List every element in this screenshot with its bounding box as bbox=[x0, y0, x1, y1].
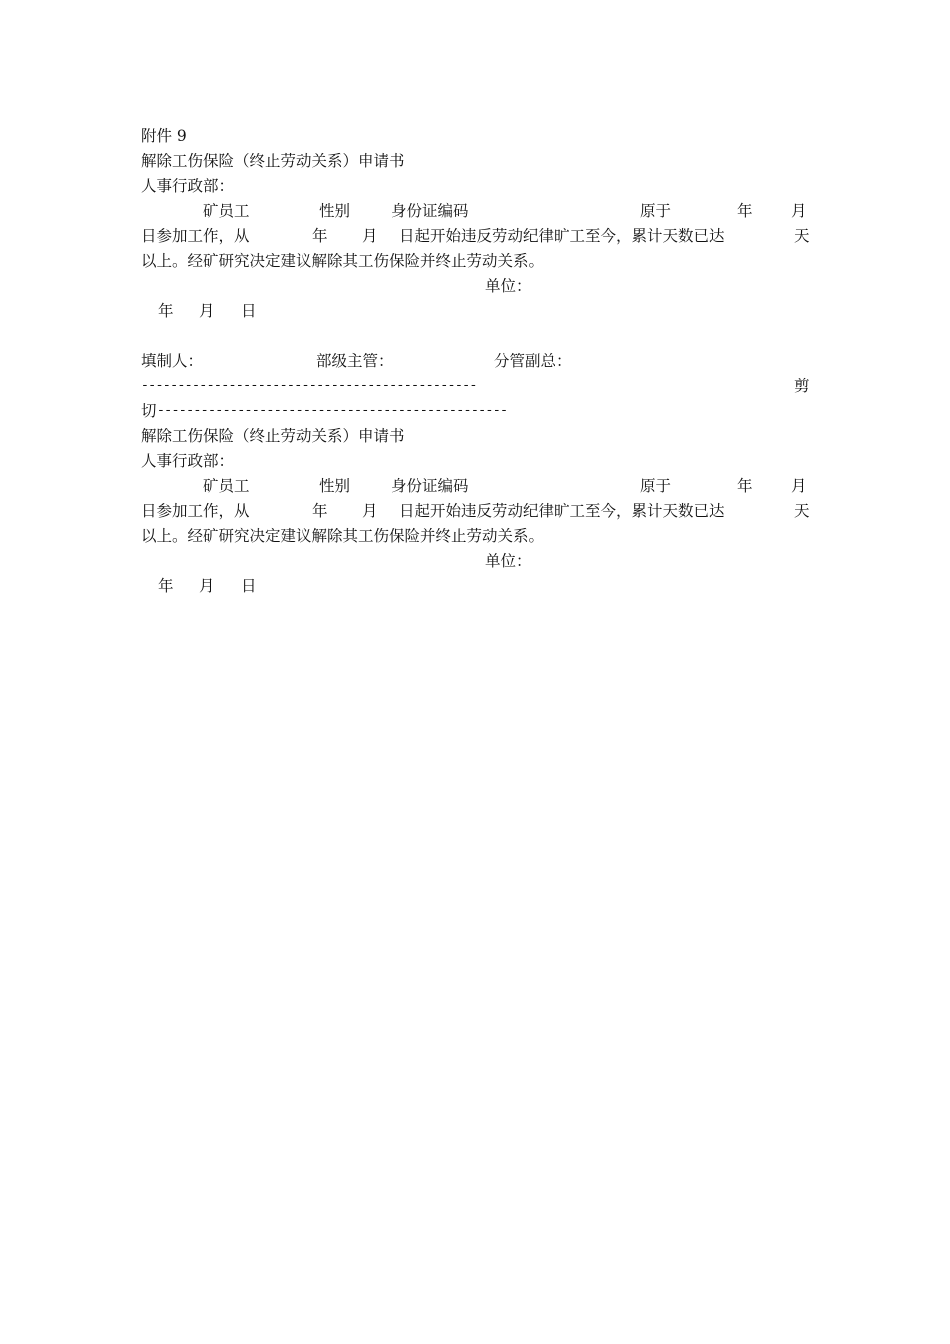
month-label: 月 bbox=[362, 502, 378, 520]
decision-statement: 以上。经矿研究决定建议解除其工伤保险并终止劳动关系。 bbox=[141, 527, 545, 545]
preparer-label: 填制人： bbox=[141, 352, 204, 370]
decision-statement: 以上。经矿研究决定建议解除其工伤保险并终止劳动关系。 bbox=[141, 252, 545, 270]
cut-label-1: 剪 bbox=[794, 377, 810, 395]
year-label: 年 bbox=[737, 477, 753, 495]
attachment-label: 附件 9 bbox=[141, 127, 187, 145]
form-title: 解除工伤保险（终止劳动关系）申请书 bbox=[141, 427, 405, 445]
year-label: 年 bbox=[312, 502, 328, 520]
absence-statement: 日起开始违反劳动纪律旷工至今，累计天数已达 bbox=[399, 227, 725, 245]
days-label: 天 bbox=[794, 502, 810, 520]
gender-label: 性别 bbox=[319, 202, 351, 220]
unit-label: 单位： bbox=[485, 277, 532, 295]
date-month-label: 月 bbox=[199, 577, 215, 595]
cut-line-dashes: ---------------------------------------------- bbox=[141, 378, 477, 393]
date-month-label: 月 bbox=[199, 302, 215, 320]
date-day-label: 日 bbox=[241, 302, 257, 320]
month-label: 月 bbox=[362, 227, 378, 245]
id-code-label: 身份证编码 bbox=[391, 477, 469, 495]
id-code-label: 身份证编码 bbox=[391, 202, 469, 220]
mine-worker-label: 矿员工 bbox=[203, 477, 250, 495]
date-year-label: 年 bbox=[158, 577, 174, 595]
date-year-label: 年 bbox=[158, 302, 174, 320]
originally-label: 原于 bbox=[640, 202, 672, 220]
work-start-label: 日参加工作，从 bbox=[141, 502, 250, 520]
year-label: 年 bbox=[312, 227, 328, 245]
days-label: 天 bbox=[794, 227, 810, 245]
unit-label: 单位： bbox=[485, 552, 532, 570]
dept-head-label: 部级主管： bbox=[316, 352, 394, 370]
month-label: 月 bbox=[791, 477, 807, 495]
vice-general-label: 分管副总： bbox=[494, 352, 572, 370]
recipient-label: 人事行政部： bbox=[141, 452, 235, 470]
cut-line-dashes: ------------------------------------------------ bbox=[157, 403, 508, 418]
gender-label: 性别 bbox=[319, 477, 351, 495]
form-title: 解除工伤保险（终止劳动关系）申请书 bbox=[141, 152, 405, 170]
mine-worker-label: 矿员工 bbox=[203, 202, 250, 220]
work-start-label: 日参加工作，从 bbox=[141, 227, 250, 245]
absence-statement: 日起开始违反劳动纪律旷工至今，累计天数已达 bbox=[399, 502, 725, 520]
cut-label-2: 切 bbox=[141, 402, 157, 420]
month-label: 月 bbox=[791, 202, 807, 220]
year-label: 年 bbox=[737, 202, 753, 220]
originally-label: 原于 bbox=[640, 477, 672, 495]
recipient-label: 人事行政部： bbox=[141, 177, 235, 195]
date-day-label: 日 bbox=[241, 577, 257, 595]
